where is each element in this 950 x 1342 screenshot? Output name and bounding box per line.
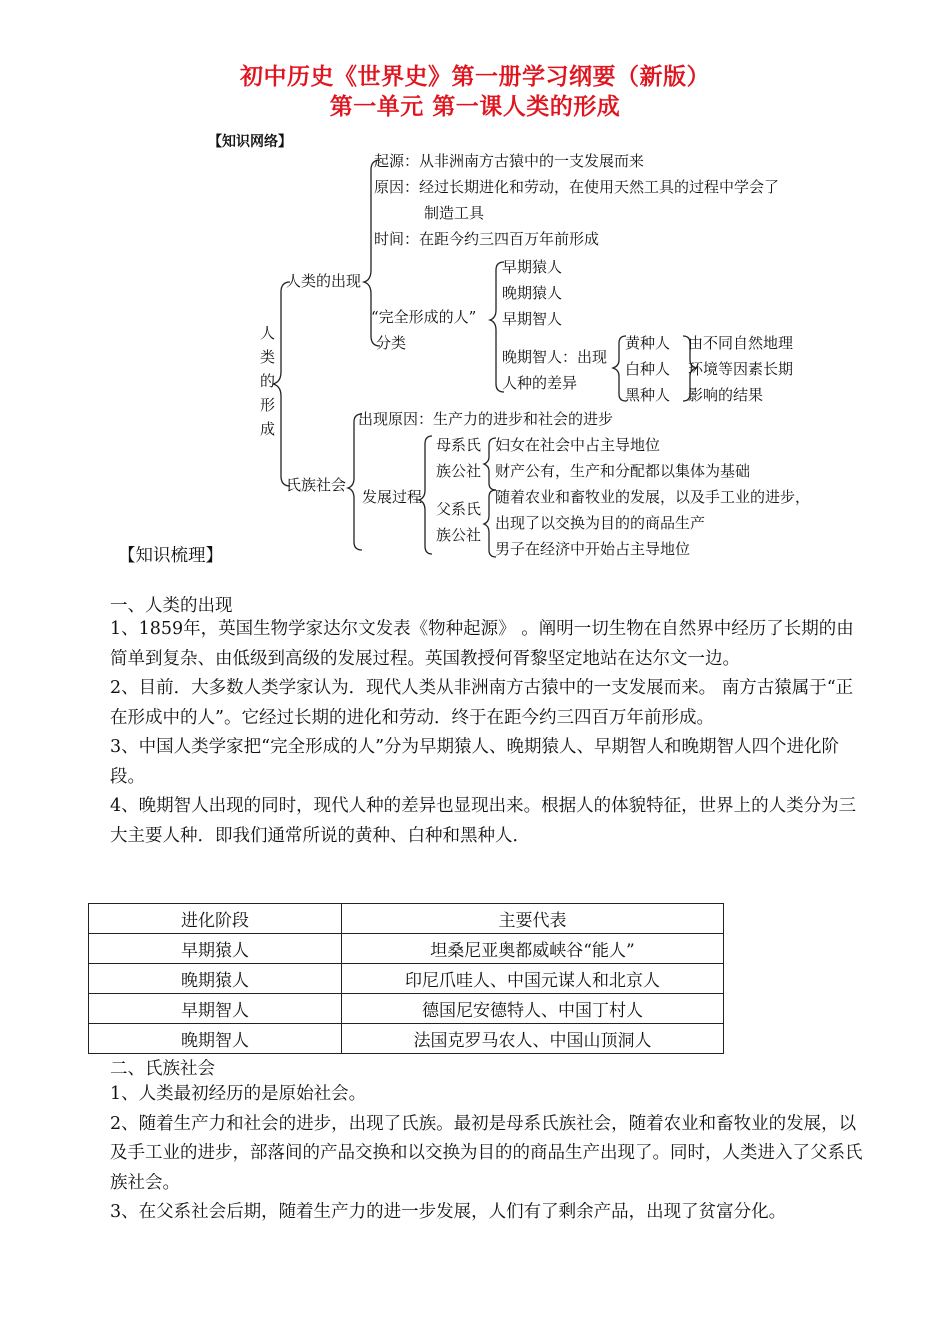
table-row: [89, 1024, 724, 1054]
clan-brace: [348, 414, 362, 550]
paternal-item: 出现了以交换为目的的商品生产: [495, 514, 706, 532]
table-row: [89, 934, 724, 964]
knowledge-network-diagram: [0, 0, 950, 570]
paragraph: 3、在父系社会后期，随着生产力的进一步发展，人们有了剩余产品，出现了贫富分化。: [110, 1202, 787, 1222]
root-char: 形: [260, 396, 276, 414]
evolution-stage-table: [88, 903, 724, 1054]
class-label-cont: 分类: [376, 334, 407, 352]
time-text: 时间：在距今约三四百万年前形成: [374, 230, 600, 248]
clan-cause-text: 出现原因：生产力的进步和社会的进步: [358, 410, 614, 428]
race-reason: 由不同自然地理: [688, 334, 794, 352]
table-cell: 印尼爪哇人、中国元谋人和北京人: [342, 964, 724, 994]
section2-heading: 二、氏族社会: [110, 1059, 215, 1079]
section2-body: [110, 1080, 865, 1228]
paternal-item: 随着农业和畜牧业的发展，以及手工业的进步，: [495, 488, 811, 506]
process-label: 发展过程: [362, 488, 423, 506]
review-label: 【知识梳理】: [118, 546, 223, 566]
table-cell: 法国克罗马农人、中国山顶洞人: [342, 1024, 724, 1054]
root-char: 的: [260, 372, 276, 390]
paragraph: 2、目前．大多数人类学家认为．现代人类从非洲南方古猿中的一支发展而来。 南方古猿属于“正在形成中的人”。它经过长期的进化和劳动．终于在距今约三四百万年前形成。: [110, 678, 854, 728]
origin-text: 起源：从非洲南方古猿中的一支发展而来: [374, 152, 645, 170]
race-item: 白种人: [625, 360, 671, 378]
race-item: 黄种人: [625, 334, 671, 352]
late-sapiens-text: 晚期智人：出现: [502, 348, 608, 366]
root-char: 成: [260, 420, 276, 438]
paragraph: 1、1859年，英国生物学家达尔文发表《物种起源》 。阐明一切生物在自然界中经历了长期的由简单到复杂、由低级到高级的发展过程。英国教授何胥黎坚定地站在达尔文一边。: [110, 619, 854, 669]
appearance-label: 人类的出现: [286, 272, 362, 290]
stage-item: 早期猿人: [502, 258, 563, 276]
root-brace: [273, 282, 290, 486]
table-header: 进化阶段: [89, 904, 342, 934]
cause-text-cont: 制造工具: [424, 204, 485, 222]
paternal-label: 父系氏: [436, 500, 482, 518]
paternal-item: 男子在经济中开始占主导地位: [495, 540, 691, 558]
network-label: 【知识网络】: [208, 134, 292, 150]
stage-item: 晚期猿人: [502, 284, 563, 302]
race-reason: 影响的结果: [688, 386, 764, 404]
table-cell: 早期猿人: [89, 934, 342, 964]
table-cell: 晚期智人: [89, 1024, 342, 1054]
table-header-row: [89, 904, 724, 934]
maternal-label: 母系氏: [436, 436, 482, 454]
late-sapiens-text-cont: 人种的差异: [502, 374, 578, 392]
document-title: 初中历史《世界史》第一册学习纲要（新版）: [240, 64, 710, 90]
table-row: [89, 964, 724, 994]
paragraph: 3、中国人类学家把“完全形成的人”分为早期猿人、晚期猿人、早期智人和晚期智人四个进化阶段。: [110, 737, 840, 787]
race-item: 黑种人: [625, 386, 671, 404]
paragraph: 4、晚期智人出现的同时，现代人种的差异也显现出来。根据人的体貌特征，世界上的人类分为三大主要人种．即我们通常所说的黄种、白种和黑种人．: [110, 796, 857, 846]
root-char: 人: [260, 324, 276, 342]
table-cell: 晚期猿人: [89, 964, 342, 994]
table-header: 主要代表: [342, 904, 724, 934]
clan-label: 氏族社会: [286, 476, 347, 494]
maternal-item: 妇女在社会中占主导地位: [495, 436, 661, 454]
maternal-label-cont: 族公社: [436, 462, 482, 480]
stage-item: 早期智人: [502, 310, 563, 328]
table-cell: 德国尼安德特人、中国丁村人: [342, 994, 724, 1024]
lesson-title: 第一单元 第一课人类的形成: [329, 94, 621, 120]
section1-heading: 一、人类的出现: [110, 596, 233, 616]
cause-text: 原因：经过长期进化和劳动，在使用天然工具的过程中学会了: [374, 178, 780, 196]
table-row: [89, 994, 724, 1024]
maternal-item: 财产公有，生产和分配都以集体为基础: [495, 462, 751, 480]
class-label: “完全形成的人”: [371, 308, 477, 326]
table-cell: 坦桑尼亚奥都威峡谷“能人”: [342, 934, 724, 964]
paternal-label-cont: 族公社: [436, 526, 482, 544]
root-char: 类: [260, 348, 276, 366]
paragraph: 1、人类最初经历的是原始社会。: [110, 1084, 367, 1104]
paragraph: 2、随着生产力和社会的进步，出现了氏族。最初是母系氏族社会，随着农业和畜牧业的发展，以及手工业的进步，部落间的产品交换和以交换为目的的商品生产出现了。同时，人类进入了父系氏族社会。: [110, 1113, 863, 1193]
race-reason: 环境等因素长期: [688, 360, 794, 378]
section1-body: [110, 615, 865, 851]
table-cell: 早期智人: [89, 994, 342, 1024]
